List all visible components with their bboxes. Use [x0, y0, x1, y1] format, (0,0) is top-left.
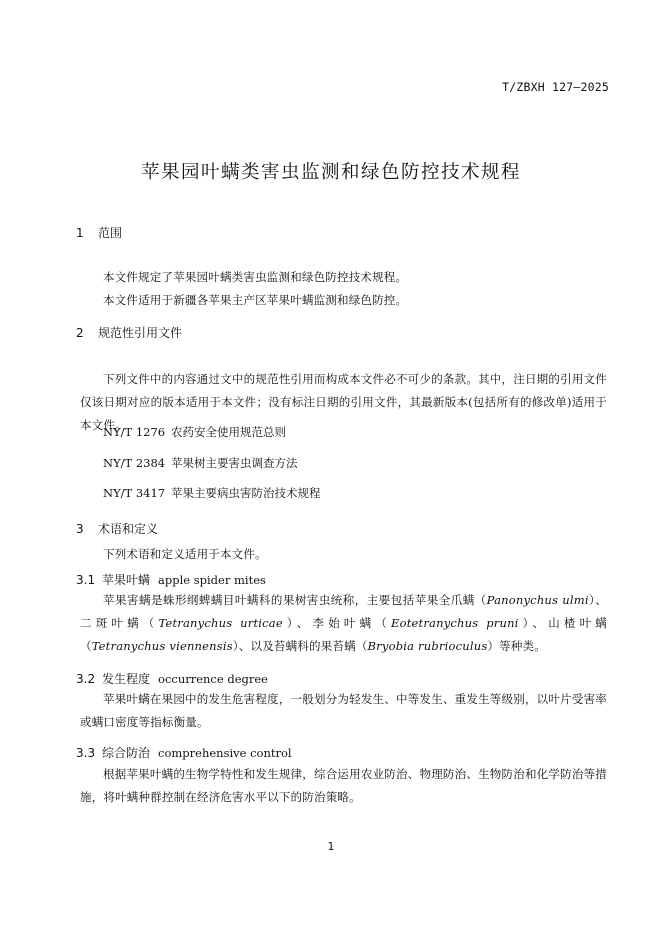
- reference-code: NY/T 2384: [103, 456, 166, 470]
- section-number: 2: [76, 326, 84, 340]
- section-1-heading: [76, 224, 122, 241]
- term-number: 3.3: [76, 746, 96, 760]
- document-code: T/ZBXH 127—2025: [502, 80, 609, 94]
- section-2-heading: [76, 324, 182, 341]
- term-3-1-definition: 苹果害螨是蛛形纲蜱螨目叶螨科的果树害虫统称，主要包括苹果全爪螨（Panonychus ulmi）、二斑叶螨（Tetranychus urticae）、李始叶螨（Eotetranychus pruni）、山楂叶螨（Tetranychus viennensis）、以及苔螨科的果苔螨（Bryobia rubrioculus）等种类。: [80, 593, 608, 653]
- term-name: 综合防治: [102, 746, 151, 760]
- term-english: occurrence degree: [158, 672, 268, 686]
- section-number: 3: [76, 522, 84, 536]
- term-number: 3.2: [76, 672, 96, 686]
- section-title: 范围: [98, 226, 123, 240]
- scope-paragraph-1: 本文件规定了苹果园叶螨类害虫监测和绿色防控技术规程。: [103, 270, 408, 284]
- terms-intro: 下列术语和定义适用于本文件。: [103, 547, 267, 561]
- term-3-2-definition: 苹果叶螨在果园中的发生危害程度，一般划分为轻发生、中等发生、重发生等级别，以叶片受害率 或螨口密度等指标衡量。: [80, 692, 607, 729]
- reference-name: 苹果主要病虫害防治技术规程: [171, 486, 321, 500]
- term-name: 发生程度: [102, 672, 151, 686]
- term-english: apple spider mites: [158, 573, 266, 587]
- term-3-3-definition: 根据苹果叶螨的生物学特性和发生规律，综合运用农业防治、物理防治、生物防治和化学防治等措施，将叶螨种群控制在经济危害水平以下的防治策略。: [80, 767, 607, 804]
- term-english: comprehensive control: [158, 746, 292, 760]
- scope-paragraph-2: 本文件适用于新疆各苹果主产区苹果叶螨监测和绿色防控。: [103, 293, 408, 307]
- reference-item: [103, 455, 298, 471]
- page-number: 1: [327, 840, 335, 853]
- normative-references-paragraph: 下列文件中的内容通过文中的规范性引用而构成本文件必不可少的条款。其中，注日期的引用文件仅该日期对应的版本适用于本文件；没有标注日期的引用文件，其最新版本(包括所有的修改单)适用于本文件。: [80, 372, 607, 432]
- term-number: 3.1: [76, 573, 96, 587]
- term-3-2-heading: [76, 670, 268, 687]
- term-name: 苹果叶螨: [102, 573, 151, 587]
- section-title: 规范性引用文件: [98, 326, 183, 340]
- term-3-1-heading: [76, 571, 266, 588]
- section-number: 1: [76, 226, 84, 240]
- reference-code: NY/T 3417: [103, 486, 166, 500]
- reference-code: NY/T 1276: [103, 425, 166, 439]
- reference-name: 苹果树主要害虫调查方法: [171, 456, 298, 470]
- document-title: 苹果园叶螨类害虫监测和绿色防控技术规程: [140, 162, 521, 183]
- section-title: 术语和定义: [98, 522, 159, 536]
- reference-item: [103, 424, 286, 440]
- reference-item: [103, 485, 321, 501]
- reference-name: 农药安全使用规范总则: [171, 425, 286, 439]
- term-3-3-heading: [76, 744, 292, 761]
- section-3-heading: [76, 520, 158, 537]
